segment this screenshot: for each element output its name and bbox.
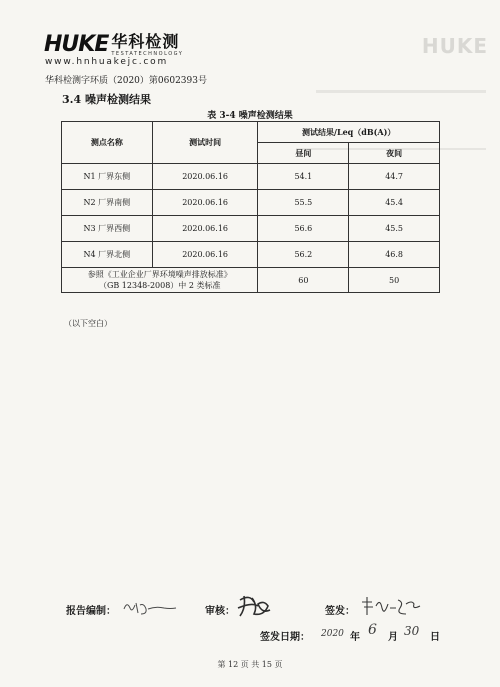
issue-date-label: 签发日期：	[260, 632, 310, 643]
issue-date-year-label: 年	[350, 632, 360, 643]
issue-date-month: 6	[368, 622, 377, 638]
standard-line-1: 参照《工业企业厂界环境噪声排放标准》	[87, 270, 232, 279]
standard-day-limit: 60	[258, 268, 349, 293]
cell-night-value: 44.7	[349, 164, 440, 190]
cell-day-value: 56.2	[258, 242, 349, 268]
standard-reference	[62, 268, 258, 293]
table-row	[62, 242, 440, 268]
cell-point: N2 厂界南侧	[62, 190, 153, 216]
issue-date-month-label: 月	[388, 632, 398, 643]
cell-night-value: 46.8	[349, 242, 440, 268]
cell-date: 2020.06.16	[152, 164, 258, 190]
issuer-signature	[360, 594, 422, 618]
reviewer-signature	[234, 592, 274, 620]
bleed-through-line	[316, 90, 486, 93]
cell-date: 2020.06.16	[152, 190, 258, 216]
logo-chinese-name: 华科检测	[111, 32, 180, 51]
cell-date: 2020.06.16	[152, 216, 258, 242]
report-number: 华科检测字环质（2020）第0602393号	[45, 76, 207, 86]
table-row	[62, 190, 440, 216]
issue-date-year: 2020	[321, 629, 344, 639]
cell-point: N1 厂界东侧	[62, 164, 153, 190]
reviewed-by-label: 审核：	[205, 606, 235, 617]
cell-night-value: 45.5	[349, 216, 440, 242]
standard-night-limit: 50	[349, 268, 440, 293]
cell-date: 2020.06.16	[152, 242, 258, 268]
section-title: 3.4 噪声检测结果	[62, 93, 151, 106]
issue-date-day: 30	[404, 624, 420, 638]
page-number: 第 12 页 共 15 页	[217, 660, 283, 669]
bleed-through-mark: HUKE	[421, 34, 488, 58]
noise-results-table	[61, 121, 440, 293]
blank-below-note: （以下空白）	[64, 319, 112, 328]
issue-date-day-label: 日	[430, 632, 440, 643]
cell-night-value: 45.4	[349, 190, 440, 216]
logo-mark: HUKE	[44, 32, 109, 57]
header-daytime: 昼间	[258, 143, 349, 164]
logo-english-name: TESTATECHNOLOGY	[111, 51, 184, 57]
cell-day-value: 55.5	[258, 190, 349, 216]
company-logo	[44, 34, 183, 57]
header-test-time: 测试时间	[152, 122, 258, 164]
header-nighttime: 夜间	[349, 143, 440, 164]
table-row	[62, 164, 440, 190]
header-test-result: 测试结果/Leq（dB(A)）	[258, 122, 440, 143]
cell-day-value: 54.1	[258, 164, 349, 190]
table-caption: 表 3-4 噪声检测结果	[207, 111, 293, 121]
compiler-signature	[120, 597, 180, 617]
issued-by-label: 签发：	[325, 606, 355, 617]
company-url: www.hnhuakejc.com	[45, 57, 169, 67]
cell-point: N4 厂界北侧	[62, 242, 153, 268]
cell-day-value: 56.6	[258, 216, 349, 242]
compiled-by-label: 报告编制：	[66, 606, 116, 617]
table-row	[62, 216, 440, 242]
cell-point: N3 厂界西侧	[62, 216, 153, 242]
standard-line-2: （GB 12348-2008）中 2 类标准	[98, 281, 221, 290]
header-point-name: 测点名称	[62, 122, 153, 164]
standard-row	[62, 268, 440, 293]
table-header-row	[62, 122, 440, 143]
